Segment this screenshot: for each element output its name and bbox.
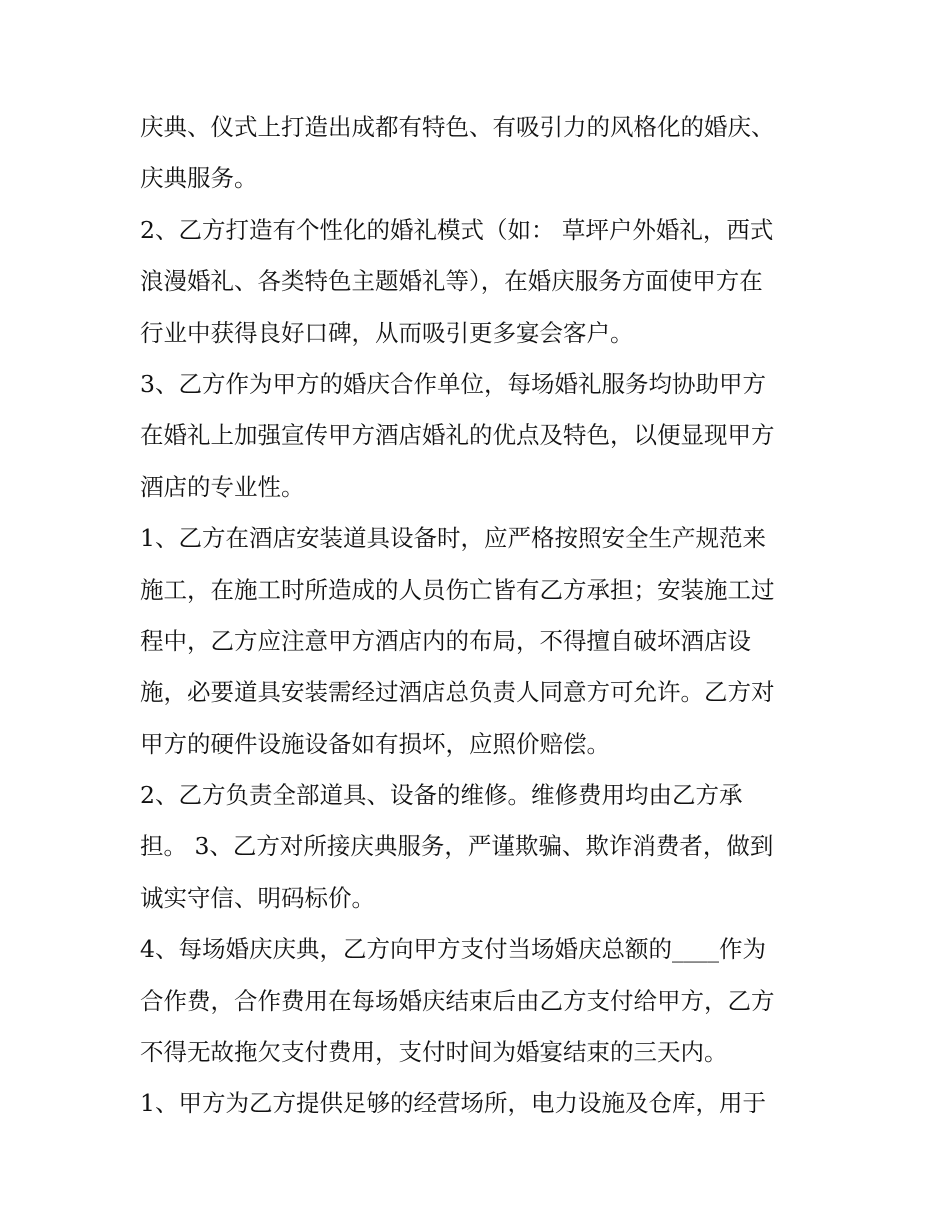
text-line: 3、乙方作为甲方的婚庆合作单位，每场婚礼服务均协助甲方 (140, 369, 766, 398)
text-line: 庆典、仪式上打造出成都有特色、有吸引力的风格化的婚庆、 (140, 113, 775, 141)
text-line: 庆典服务。 (140, 164, 258, 193)
text-line: 4、每场婚庆庆典，乙方向甲方支付当场婚庆总额的____作为 (140, 935, 766, 964)
text-line: 担。 3、乙方对所接庆典服务，严谨欺骗、欺诈消费者，做到 (140, 832, 774, 861)
text-line: 施，必要道具安装需经过酒店总负责人同意方可允许。乙方对 (140, 678, 775, 707)
text-line: 诚实守信、明码标价。 (140, 883, 375, 912)
text-line: 2、乙方负责全部道具、设备的维修。维修费用均由乙方承 (140, 781, 743, 810)
text-line: 施工，在施工时所造成的人员伤亡皆有乙方承担；安装施工过 (140, 575, 775, 604)
text-line: 2、乙方打造有个性化的婚礼模式（如： 草坪户外婚礼，西式 (140, 215, 774, 244)
text-line: 浪漫婚礼、各类特色主题婚礼等），在婚庆服务方面使甲方在 (140, 267, 763, 296)
contract-text (140, 102, 830, 1130)
text-line: 在婚礼上加强宣传甲方酒店婚礼的优点及特色，以便显现甲方 (140, 421, 775, 450)
text-line: 甲方的硬件设施设备如有损坏，应照价赔偿。 (140, 729, 610, 758)
text-line: 酒店的专业性。 (140, 472, 305, 501)
text-line: 行业中获得良好口碑，从而吸引更多宴会客户。 (140, 318, 634, 347)
text-line: 1、乙方在酒店安装道具设备时，应严格按照安全生产规范来 (140, 524, 766, 553)
text-line: 1、甲方为乙方提供足够的经营场所，电力设施及仓库，用于 (140, 1089, 766, 1118)
text-line: 程中，乙方应注意甲方酒店内的布局，不得擅自破坏酒店设 (140, 626, 751, 655)
text-line: 合作费，合作费用在每场婚庆结束后由乙方支付给甲方，乙方 (140, 986, 775, 1015)
text-line: 不得无故拖欠支付费用，支付时间为婚宴结束的三天内。 (140, 1038, 728, 1067)
